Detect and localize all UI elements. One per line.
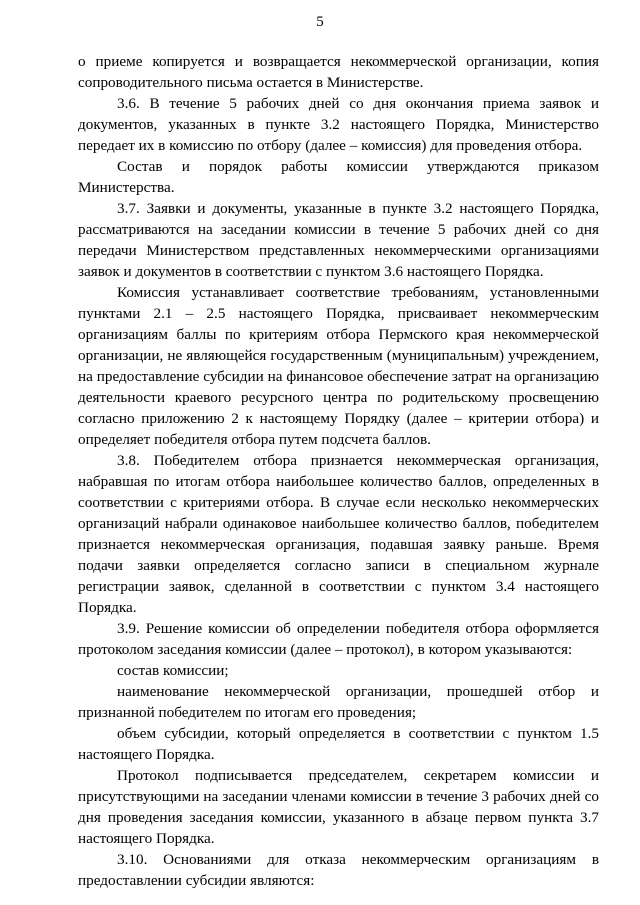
paragraph-commission-scoring: Комиссия устанавливает соответствие требованиям, установленными пунктами 2.1 – 2.5 настоящего Порядка, присваивает некоммерческим организациям баллы по критериям отбора Пермского края некоммерческой организации, не являющейся государственным (муниципальным) учреждением, на предоставление субсидии на финансовое обеспечение затрат на организацию деятельности краевого ресурсного центра по родительскому просвещению согласно приложению 2 к настоящему Порядку (далее – критерии отбора) и определяет победителя отбора путем подсчета баллов. — [78, 284, 599, 448]
paragraph-3-7: 3.7. Заявки и документы, указанные в пункте 3.2 настоящего Порядка, рассматриваются на заседании комиссии в течение 5 рабочих дней со дня передачи Министерством представленных некоммерческими организациями заявок и документов в соответствии с пунктом 3.6 настоящего Порядка. — [78, 200, 599, 280]
list-item-organization-name: наименование некоммерческой организации, прошедшей отбор и признанной победителем по итогам его проведения; — [78, 683, 599, 721]
paragraph-3-9: 3.9. Решение комиссии об определении победителя отбора оформляется протоколом заседания комиссии (далее – протокол), в котором указываются: — [78, 620, 599, 658]
list-item-commission-members: состав комиссии; — [117, 662, 229, 679]
paragraph-protocol-signing: Протокол подписывается председателем, секретарем комиссии и присутствующими на заседании членами комиссии в течение 3 рабочих дней со дня проведения заседания комиссии, указанного в абзаце первом пункта 3.7 настоящего Порядка. — [78, 767, 599, 847]
paragraph-commission-composition: Состав и порядок работы комиссии утверждаются приказом Министерства. — [78, 158, 599, 196]
paragraph-continuation: о приеме копируется и возвращается некоммерческой организации, копия сопроводительного письма остается в Министерстве. — [78, 53, 599, 91]
page-number: 5 — [316, 14, 324, 30]
document-body — [78, 51, 599, 891]
list-item-subsidy-amount: объем субсидии, который определяется в соответствии с пунктом 1.5 настоящего Порядка. — [78, 725, 599, 763]
paragraph-3-10: 3.10. Основаниями для отказа некоммерческим организациям в предоставлении субсидии являются: — [78, 851, 599, 889]
paragraph-3-6: 3.6. В течение 5 рабочих дней со дня окончания приема заявок и документов, указанных в пункте 3.2 настоящего Порядка, Министерство передает их в комиссию по отбору (далее – комиссия) для проведения отбора. — [78, 95, 599, 154]
paragraph-3-8: 3.8. Победителем отбора признается некоммерческая организация, набравшая по итогам отбора наибольшее количество баллов, определенных в соответствии с критериями отбора. В случае если несколько некоммерческих организаций набрали одинаковое наибольшее количество баллов, победителем признается некоммерческая организация, подавшая заявку раньше. Время подачи заявки определяется согласно записи в специальном журнале регистрации заявок, сделанной в соответствии с пунктом 3.4 настоящего Порядка. — [78, 452, 599, 616]
